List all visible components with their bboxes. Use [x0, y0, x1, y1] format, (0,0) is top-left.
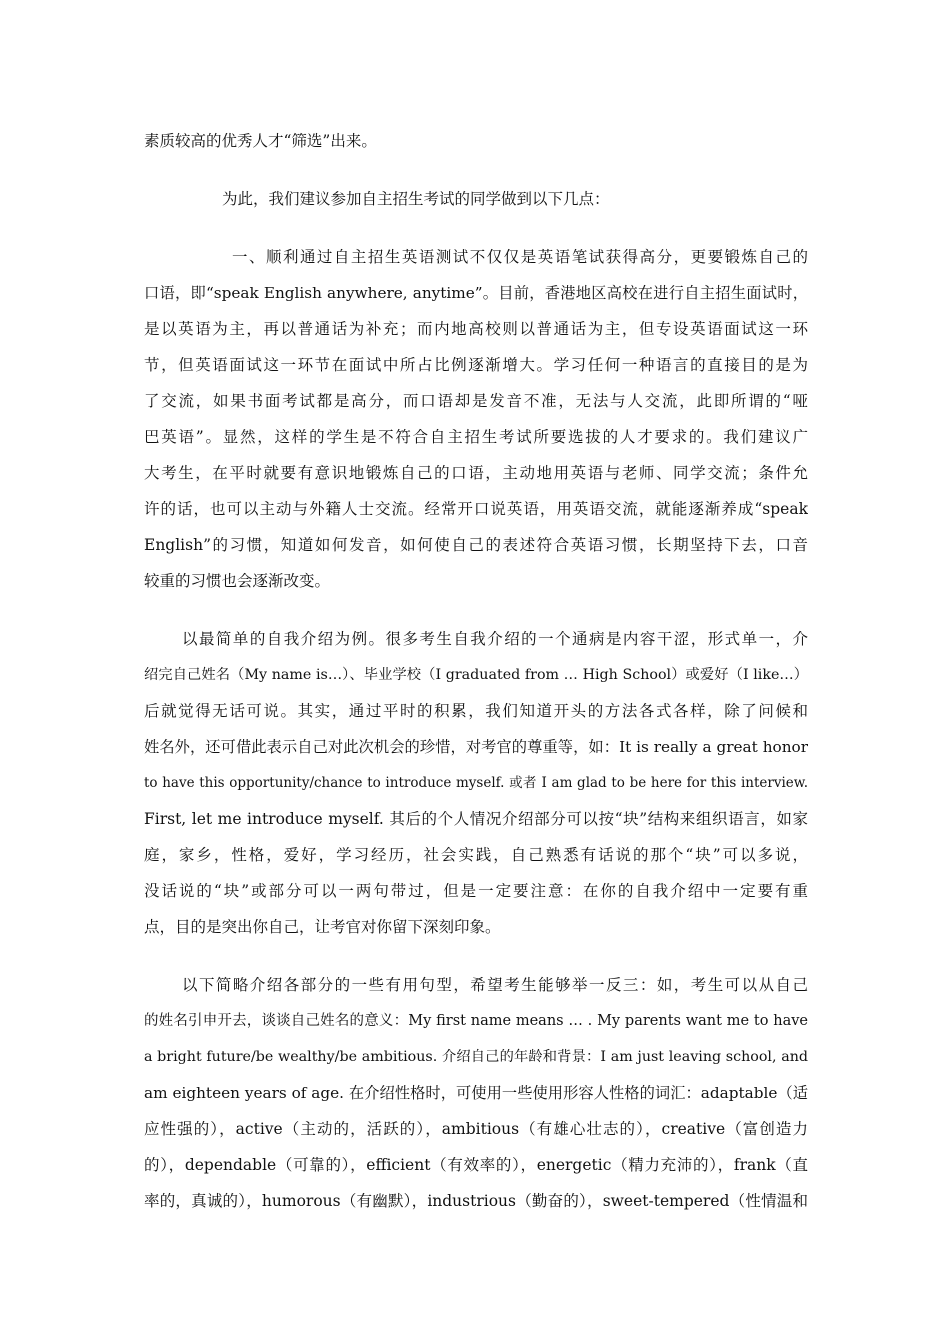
text-line: 的），dependable（可靠的），efficient（有效率的），energetic（精力充沛的），frank（直 [144, 1156, 808, 1174]
text-line: 了交流，如果书面考试都是高分，而口语却是发音不准，无法与人交流，此即所谓的“哑 [144, 392, 808, 410]
text-line: 为此，我们建议参加自主招生考试的同学做到以下几点： [222, 190, 610, 208]
text-line: 是以英语为主，再以普通话为补充；而内地高校则以普通话为主，但专设英语面试这一环 [144, 320, 808, 338]
paragraph-1 [144, 123, 808, 159]
text-line: am eighteen years of age. 在介绍性格时，可使用一些使用形容人性格的词汇：adaptable（适 [144, 1084, 808, 1102]
text-line: 姓名外，还可借此表示自己对此次机会的珍惜，对考官的尊重等，如：It is really a great honor [144, 738, 808, 756]
text-line: to have this opportunity/chance to introduce myself. 或者 I am glad to be here for this interview. [144, 775, 808, 791]
text-line: 点，目的是突出你自己，让考官对你留下深刻印象。 [144, 918, 501, 936]
paragraph-4 [144, 621, 808, 945]
text-line: 大考生，在平时就要有意识地锻炼自己的口语，主动地用英语与老师、同学交流；条件允 [144, 464, 808, 482]
text-line: English”的习惯，知道如何发音，如何使自己的表述符合英语习惯，长期坚持下去，口音 [144, 536, 808, 554]
text-line: 绍完自己姓名（My name is…）、毕业学校（I graduated from … High School）或爱好（I like…） [144, 667, 808, 683]
text-line: a bright future/be wealthy/be ambitious. 介绍自己的年龄和背景：I am just leaving school, and [144, 1049, 808, 1065]
text-line: 口语，即“speak English anywhere, anytime”。目前，香港地区高校在进行自主招生面试时， [144, 284, 808, 302]
text-line: 较重的习惯也会逐渐改变。 [144, 572, 331, 590]
text-line: 节，但英语面试这一环节在面试中所占比例逐渐增大。学习任何一种语言的直接目的是为 [144, 356, 808, 374]
text-line: 一、顺利通过自主招生英语测试不仅仅是英语笔试获得高分，更要锻炼自己的 [232, 248, 808, 266]
text-line: 的姓名引申开去，谈谈自己姓名的意义：My first name means … . My parents want me to have [144, 1013, 808, 1029]
text-line: 以下简略介绍各部分的一些有用句型，希望考生能够举一反三：如，考生可以从自己 [182, 976, 808, 994]
text-line: 庭，家乡，性格，爱好，学习经历，社会实践，自己熟悉有话说的那个“块”可以多说， [144, 846, 808, 864]
text-line: 素质较高的优秀人才“筛选”出来。 [144, 132, 377, 150]
text-line: 巴英语”。显然，这样的学生是不符合自主招生考试所要选拔的人才要求的。我们建议广 [144, 428, 808, 446]
text-line: 许的话，也可以主动与外籍人士交流。经常开口说英语，用英语交流，就能逐渐养成“speak [144, 500, 808, 518]
paragraph-5 [144, 967, 808, 1219]
text-line: First, let me introduce myself. 其后的个人情况介绍部分可以按“块”结构来组织语言，如家 [144, 810, 808, 828]
text-line: 后就觉得无话可说。其实，通过平时的积累，我们知道开头的方法各式各样，除了问候和 [144, 702, 808, 720]
paragraph-2 [222, 181, 808, 217]
text-line: 应性强的），active（主动的，活跃的），ambitious（有雄心壮志的），creative（富创造力 [144, 1120, 808, 1138]
text-line: 以最简单的自我介绍为例。很多考生自我介绍的一个通病是内容干涩，形式单一，介 [182, 630, 808, 648]
text-line: 率的，真诚的），humorous（有幽默），industrious（勤奋的），sweet-tempered（性情温和 [144, 1192, 808, 1210]
paragraph-3 [144, 239, 808, 599]
text-line: 没话说的“块”或部分可以一两句带过，但是一定要注意：在你的自我介绍中一定要有重 [144, 882, 808, 900]
